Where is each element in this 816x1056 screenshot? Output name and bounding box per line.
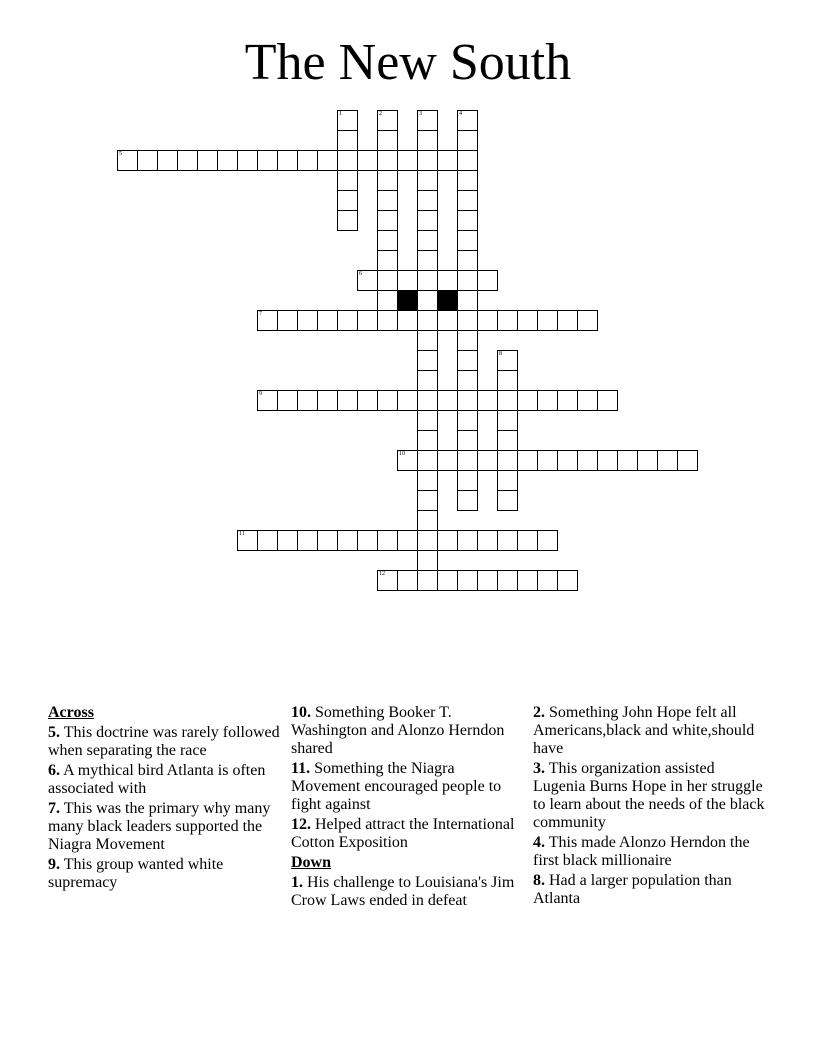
clue-number: 3. [533, 760, 545, 777]
clue-text: This doctrine was rarely followed when separating the race [48, 724, 280, 759]
crossword-cell[interactable] [377, 250, 398, 271]
crossword-cell[interactable] [497, 310, 518, 331]
crossword-cell[interactable] [417, 570, 438, 591]
crossword-cell[interactable] [277, 390, 298, 411]
clue-across-5 [48, 724, 284, 760]
crossword-cell[interactable] [497, 370, 518, 391]
crossword-cell[interactable] [457, 270, 478, 291]
crossword-cell[interactable] [197, 150, 218, 171]
crossword-cell[interactable] [377, 130, 398, 151]
crossword-cell[interactable] [377, 390, 398, 411]
crossword-cell[interactable] [337, 310, 358, 331]
crossword-cell[interactable] [417, 490, 438, 511]
clue-number: 11. [291, 760, 311, 777]
clue-across-7 [48, 800, 284, 854]
crossword-cell[interactable] [257, 390, 278, 411]
crossword-cell[interactable] [357, 270, 378, 291]
crossword-cell[interactable] [377, 210, 398, 231]
clue-number: 12. [291, 816, 311, 833]
crossword-cell[interactable] [377, 530, 398, 551]
clue-across-9 [48, 856, 284, 892]
crossword-cell[interactable] [437, 150, 458, 171]
crossword-cell[interactable] [637, 450, 658, 471]
crossword-cell[interactable] [157, 150, 178, 171]
crossword-cell[interactable] [317, 150, 338, 171]
clue-text: A mythical bird Atlanta is often associated with [48, 762, 266, 797]
crossword-cell[interactable] [377, 230, 398, 251]
crossword-cell[interactable] [457, 410, 478, 431]
crossword-cell[interactable] [317, 390, 338, 411]
cell-number: 12 [379, 571, 385, 577]
crossword-cell[interactable] [497, 350, 518, 371]
crossword-cell[interactable] [377, 570, 398, 591]
crossword-cell[interactable] [257, 530, 278, 551]
clue-text: This was the primary why many many black leaders supported the Niagra Movement [48, 800, 271, 853]
across-heading: Across [48, 704, 94, 721]
cell-number: 1 [339, 111, 342, 117]
crossword-cell[interactable] [417, 330, 438, 351]
crossword-cell[interactable] [297, 530, 318, 551]
crossword-cell[interactable] [517, 390, 538, 411]
clue-down-4 [533, 834, 769, 870]
crossword-cell[interactable] [537, 310, 558, 331]
crossword-cell[interactable] [417, 170, 438, 191]
crossword-cell[interactable] [417, 290, 438, 311]
crossword-cell[interactable] [437, 530, 458, 551]
clue-number: 4. [533, 834, 545, 851]
crossword-cell[interactable] [417, 250, 438, 271]
cell-number: 4 [459, 111, 462, 117]
cell-number: 2 [379, 111, 382, 117]
crossword-cell[interactable] [117, 150, 138, 171]
crossword-cell[interactable] [457, 390, 478, 411]
crossword-cell[interactable] [377, 150, 398, 171]
crossword-cell[interactable] [457, 470, 478, 491]
clue-across-12 [291, 816, 527, 852]
crossword-cell[interactable] [537, 530, 558, 551]
cell-number: 8 [499, 351, 502, 357]
crossword-cell[interactable] [457, 310, 478, 331]
crossword-cell[interactable] [477, 390, 498, 411]
crossword-cell[interactable] [357, 390, 378, 411]
crossword-cell[interactable] [457, 530, 478, 551]
crossword-cell[interactable] [557, 390, 578, 411]
crossword-cell[interactable] [337, 190, 358, 211]
crossword-cell[interactable] [437, 310, 458, 331]
crossword-cell[interactable] [277, 150, 298, 171]
clue-down-2 [533, 704, 769, 758]
crossword-cell[interactable] [457, 150, 478, 171]
crossword-cell[interactable] [617, 450, 638, 471]
crossword-cell[interactable] [397, 390, 418, 411]
crossword-cell[interactable] [437, 450, 458, 471]
crossword-cell[interactable] [417, 390, 438, 411]
crossword-cell[interactable] [557, 310, 578, 331]
clue-number: 1. [291, 874, 303, 891]
crossword-cell[interactable] [457, 490, 478, 511]
crossword-cell[interactable] [377, 290, 398, 311]
crossword-cell[interactable] [417, 470, 438, 491]
clue-column-1 [48, 704, 284, 894]
cell-number: 10 [399, 451, 405, 457]
clue-column-3 [533, 704, 769, 910]
crossword-cell[interactable] [537, 570, 558, 591]
crossword-cell[interactable] [477, 570, 498, 591]
crossword-cell[interactable] [497, 410, 518, 431]
crossword-cell[interactable] [477, 310, 498, 331]
clue-number: 5. [48, 724, 60, 741]
crossword-cell[interactable] [317, 310, 338, 331]
crossword-cell[interactable] [577, 310, 598, 331]
clue-text: Something John Hope felt all Americans,black and white,should have [533, 704, 755, 757]
crossword-cell[interactable] [177, 150, 198, 171]
crossword-cell[interactable] [317, 530, 338, 551]
crossword-cell[interactable] [417, 150, 438, 171]
crossword-cell[interactable] [397, 150, 418, 171]
clue-across-10 [291, 704, 527, 758]
clue-down-8 [533, 872, 769, 908]
crossword-cell[interactable] [497, 430, 518, 451]
clue-text: His challenge to Louisiana's Jim Crow Laws ended in defeat [291, 874, 515, 909]
crossword-cell[interactable] [257, 150, 278, 171]
crossword-cell[interactable] [497, 530, 518, 551]
crossword-cell[interactable] [477, 270, 498, 291]
clue-across-11 [291, 760, 527, 814]
cell-number: 5 [119, 151, 122, 157]
clue-across-6 [48, 762, 284, 798]
clue-text: Something Booker T. Washington and Alonzo Herndon shared [291, 704, 505, 757]
crossword-cell[interactable] [577, 390, 598, 411]
crossword-cell[interactable] [277, 530, 298, 551]
crossword-cell[interactable] [457, 250, 478, 271]
crossword-cell[interactable] [397, 450, 418, 471]
clue-column-2 [291, 704, 527, 912]
crossword-cell[interactable] [377, 170, 398, 191]
crossword-cell[interactable] [417, 310, 438, 331]
crossword-cell[interactable] [337, 390, 358, 411]
crossword-cell[interactable] [357, 150, 378, 171]
crossword-cell[interactable] [457, 430, 478, 451]
clue-text: Helped attract the International Cotton Exposition [291, 816, 515, 851]
crossword-cell[interactable] [417, 430, 438, 451]
cell-number: 9 [259, 391, 262, 397]
clue-number: 9. [48, 856, 60, 873]
crossword-cell[interactable] [497, 390, 518, 411]
crossword-cell[interactable] [457, 210, 478, 231]
crossword-cell[interactable] [417, 550, 438, 571]
crossword-cell[interactable] [477, 450, 498, 471]
cell-number: 6 [359, 271, 362, 277]
crossword-cell[interactable] [457, 290, 478, 311]
crossword-cell[interactable] [457, 370, 478, 391]
crossword-cell[interactable] [337, 170, 358, 191]
crossword-cell[interactable] [277, 310, 298, 331]
clue-text: This organization assisted Lugenia Burns Hope in her struggle to learn about the needs of the black community [533, 760, 765, 831]
crossword-cell[interactable] [417, 270, 438, 291]
crossword-cell[interactable] [397, 530, 418, 551]
crossword-cell[interactable] [677, 450, 698, 471]
crossword-cell[interactable] [417, 230, 438, 251]
down-heading: Down [291, 854, 332, 871]
clue-text: This made Alonzo Herndon the first black millionaire [533, 834, 750, 869]
crossword-cell[interactable] [517, 530, 538, 551]
black-cell [437, 290, 458, 311]
crossword-cell[interactable] [337, 130, 358, 151]
crossword-cell[interactable] [417, 190, 438, 211]
crossword-cell[interactable] [377, 190, 398, 211]
clue-text: Something the Niagra Movement encouraged people to fight against [291, 760, 502, 813]
crossword-cell[interactable] [497, 470, 518, 491]
crossword-cell[interactable] [517, 310, 538, 331]
crossword-cell[interactable] [297, 390, 318, 411]
clue-down-3 [533, 760, 769, 832]
crossword-cell[interactable] [457, 350, 478, 371]
clue-number: 7. [48, 800, 60, 817]
crossword-cell[interactable] [237, 150, 258, 171]
crossword-cell[interactable] [477, 530, 498, 551]
crossword-cell[interactable] [517, 450, 538, 471]
crossword-cell[interactable] [417, 450, 438, 471]
crossword-cell[interactable] [377, 310, 398, 331]
crossword-cell[interactable] [357, 310, 378, 331]
crossword-cell[interactable] [457, 330, 478, 351]
puzzle-title: The New South [244, 34, 572, 91]
crossword-cell[interactable] [437, 270, 458, 291]
crossword-cell[interactable] [397, 310, 418, 331]
crossword-cell[interactable] [437, 390, 458, 411]
clue-text: This group wanted white supremacy [48, 856, 224, 891]
crossword-cell[interactable] [397, 270, 418, 291]
crossword-cell[interactable] [537, 450, 558, 471]
clue-text: Had a larger population than Atlanta [533, 872, 732, 907]
crossword-cell[interactable] [337, 530, 358, 551]
clue-down-1 [291, 874, 527, 910]
crossword-cell[interactable] [217, 150, 238, 171]
crossword-cell[interactable] [377, 110, 398, 131]
crossword-cell[interactable] [297, 150, 318, 171]
crossword-cell[interactable] [417, 350, 438, 371]
crossword-cell[interactable] [457, 230, 478, 251]
clue-number: 10. [291, 704, 311, 721]
clue-number: 6. [48, 762, 60, 779]
crossword-cell[interactable] [457, 570, 478, 591]
crossword-cell[interactable] [497, 450, 518, 471]
cell-number: 7 [259, 311, 262, 317]
crossword-cell[interactable] [417, 130, 438, 151]
crossword-cell[interactable] [337, 210, 358, 231]
crossword-cell[interactable] [557, 450, 578, 471]
crossword-cell[interactable] [457, 170, 478, 191]
clue-number: 2. [533, 704, 545, 721]
cell-number: 11 [239, 531, 245, 537]
crossword-cell[interactable] [417, 530, 438, 551]
crossword-cell[interactable] [237, 530, 258, 551]
crossword-cell[interactable] [457, 130, 478, 151]
crossword-cell[interactable] [497, 490, 518, 511]
crossword-cell[interactable] [137, 150, 158, 171]
crossword-cell[interactable] [597, 450, 618, 471]
crossword-cell[interactable] [417, 510, 438, 531]
clue-number: 8. [533, 872, 545, 889]
crossword-cell[interactable] [577, 450, 598, 471]
crossword-cell[interactable] [377, 270, 398, 291]
crossword-cell[interactable] [337, 150, 358, 171]
crossword-cell[interactable] [457, 110, 478, 131]
crossword-cell[interactable] [417, 110, 438, 131]
crossword-cell[interactable] [417, 370, 438, 391]
crossword-cell[interactable] [337, 110, 358, 131]
crossword-cell[interactable] [657, 450, 678, 471]
crossword-cell[interactable] [297, 310, 318, 331]
crossword-cell[interactable] [397, 570, 418, 591]
crossword-cell[interactable] [457, 450, 478, 471]
crossword-cell[interactable] [597, 390, 618, 411]
crossword-cell[interactable] [557, 570, 578, 591]
crossword-cell[interactable] [517, 570, 538, 591]
cell-number: 3 [419, 111, 422, 117]
crossword-cell[interactable] [537, 390, 558, 411]
crossword-cell[interactable] [437, 570, 458, 591]
crossword-cell[interactable] [357, 530, 378, 551]
crossword-cell[interactable] [417, 210, 438, 231]
crossword-cell[interactable] [257, 310, 278, 331]
crossword-cell[interactable] [457, 190, 478, 211]
black-cell [397, 290, 418, 311]
crossword-cell[interactable] [497, 570, 518, 591]
crossword-cell[interactable] [417, 410, 438, 431]
